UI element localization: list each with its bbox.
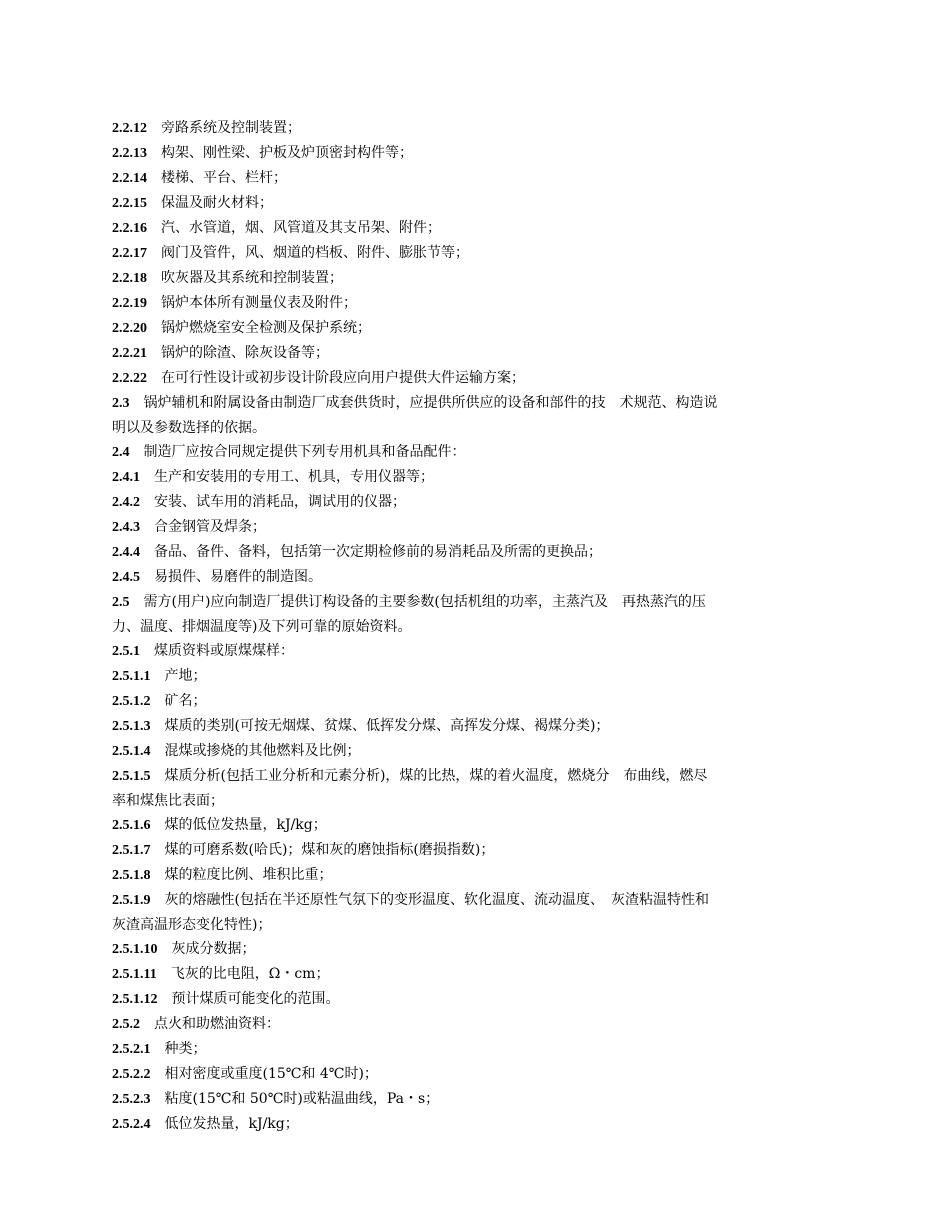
clause-number: 2.2.17 bbox=[112, 246, 147, 261]
clause-paragraph bbox=[112, 166, 718, 191]
clause-number: 2.5.2.3 bbox=[112, 1092, 151, 1107]
clause-paragraph bbox=[112, 266, 718, 291]
clause-paragraph bbox=[112, 888, 718, 937]
clause-paragraph bbox=[112, 689, 718, 714]
clause-paragraph bbox=[112, 316, 718, 341]
clause-paragraph bbox=[112, 838, 718, 863]
clause-text: 安装、试车用的消耗品，调试用的仪器； bbox=[154, 494, 406, 510]
clause-number: 2.2.21 bbox=[112, 346, 147, 361]
clause-number: 2.4 bbox=[112, 445, 130, 460]
clause-paragraph bbox=[112, 341, 718, 366]
clause-number: 2.5.1.11 bbox=[112, 967, 157, 982]
clause-text: 旁路系统及控制装置； bbox=[161, 120, 301, 136]
clause-number: 2.2.16 bbox=[112, 221, 147, 236]
clause-paragraph bbox=[112, 937, 718, 962]
clause-number: 2.4.3 bbox=[112, 520, 140, 535]
clause-number: 2.4.5 bbox=[112, 570, 140, 585]
clause-number: 2.2.19 bbox=[112, 296, 147, 311]
clause-text: 合金钢管及焊条； bbox=[154, 519, 266, 535]
clause-number: 2.2.22 bbox=[112, 371, 147, 386]
clause-number: 2.5.1.12 bbox=[112, 992, 158, 1007]
clause-text: 相对密度或重度(15℃和 4℃时)； bbox=[164, 1066, 378, 1082]
clause-number: 2.2.15 bbox=[112, 196, 147, 211]
clause-text: 煤质资料或原煤煤样： bbox=[154, 643, 294, 659]
clause-text: 飞灰的比电阻，Ω・cm； bbox=[170, 966, 330, 982]
clause-paragraph bbox=[112, 590, 718, 639]
clause-text: 阀门及管件，风、烟道的档板、附件、膨胀节等； bbox=[161, 245, 469, 261]
clause-paragraph bbox=[112, 1062, 718, 1087]
clause-number: 2.5.1.3 bbox=[112, 719, 151, 734]
clause-text: 锅炉本体所有测量仪表及附件； bbox=[161, 295, 357, 311]
clause-text: 煤的粒度比例、堆积比重； bbox=[164, 867, 333, 883]
clause-number: 2.3 bbox=[112, 396, 130, 411]
clause-paragraph bbox=[112, 191, 718, 216]
clause-number: 2.5.1.2 bbox=[112, 694, 151, 709]
clause-paragraph bbox=[112, 1037, 718, 1062]
clause-number: 2.5.1.10 bbox=[112, 942, 158, 957]
clause-paragraph bbox=[112, 366, 718, 391]
clause-text: 预计煤质可能变化的范围。 bbox=[171, 991, 340, 1007]
clause-paragraph bbox=[112, 241, 718, 266]
clause-text: 制造厂应按合同规定提供下列专用机具和备品配件： bbox=[143, 444, 466, 460]
clause-number: 2.5.1.6 bbox=[112, 818, 151, 833]
clause-number: 2.4.2 bbox=[112, 495, 140, 510]
clause-paragraph bbox=[112, 714, 718, 739]
clause-text: 锅炉的除渣、除灰设备等； bbox=[161, 345, 329, 361]
clause-text: 矿名； bbox=[164, 693, 207, 709]
clause-text: 粘度(15℃和 50℃时)或粘温曲线，Pa・s； bbox=[164, 1091, 440, 1107]
clause-text: 需方(用户)应向制造厂提供订构设备的主要参数(包括机组的功率，主蒸汽及 再热蒸汽的压力、温度、排烟温度等)及下列可靠的原始资料。 bbox=[112, 594, 706, 635]
clause-paragraph bbox=[112, 664, 718, 689]
clause-text: 混煤或掺烧的其他燃料及比例； bbox=[164, 743, 361, 759]
clause-number: 2.4.1 bbox=[112, 470, 140, 485]
clause-number: 2.2.14 bbox=[112, 171, 147, 186]
clause-paragraph bbox=[112, 216, 718, 241]
clause-text: 吹灰器及其系统和控制装置； bbox=[161, 270, 343, 286]
clause-paragraph bbox=[112, 962, 718, 987]
clause-number: 2.5.2.1 bbox=[112, 1042, 151, 1057]
clause-paragraph bbox=[112, 639, 718, 664]
clause-text: 煤质的类别(可按无烟煤、贫煤、低挥发分煤、高挥发分煤、褐煤分类)； bbox=[164, 718, 610, 734]
clause-paragraph bbox=[112, 391, 718, 440]
clause-text: 汽、水管道，烟、风管道及其支吊架、附件； bbox=[161, 220, 441, 236]
clause-paragraph bbox=[112, 515, 718, 540]
clause-number: 2.5.1.8 bbox=[112, 868, 151, 883]
clause-paragraph bbox=[112, 540, 718, 565]
clause-text: 种类； bbox=[164, 1041, 207, 1057]
clause-text: 低位发热量，kJ/kg； bbox=[164, 1116, 299, 1132]
clause-text: 灰成分数据； bbox=[171, 941, 256, 957]
clause-paragraph bbox=[112, 1112, 718, 1137]
clause-number: 2.5.1.9 bbox=[112, 893, 151, 908]
clause-number: 2.5.2 bbox=[112, 1017, 140, 1032]
clause-paragraph bbox=[112, 465, 718, 490]
clause-text: 锅炉辅机和附属设备由制造厂成套供货时，应提供所供应的设备和部件的技 术规范、构造说明以及参数选择的依据。 bbox=[112, 395, 718, 436]
clause-text: 灰的熔融性(包括在半还原性气氛下的变形温度、软化温度、流动温度、 灰渣粘温特性和灰渣高温形态变化特性)； bbox=[112, 892, 709, 933]
clause-text: 煤质分析(包括工业分析和元素分析)，煤的比热，煤的着火温度，燃烧分 布曲线，燃尽率和煤焦比表面； bbox=[112, 768, 708, 809]
clause-paragraph bbox=[112, 116, 718, 141]
document-page bbox=[112, 116, 718, 1137]
clause-number: 2.5.1 bbox=[112, 644, 140, 659]
clause-number: 2.5 bbox=[112, 595, 130, 610]
clause-number: 2.2.20 bbox=[112, 321, 147, 336]
clause-number: 2.5.1.4 bbox=[112, 744, 151, 759]
clause-text: 锅炉燃烧室安全检测及保护系统； bbox=[161, 320, 371, 336]
clause-text: 点火和助燃油资料： bbox=[154, 1016, 280, 1032]
clause-number: 2.2.13 bbox=[112, 146, 147, 161]
clause-text: 生产和安装用的专用工、机具，专用仪器等； bbox=[154, 469, 434, 485]
clause-text: 产地； bbox=[164, 668, 207, 684]
clause-text: 在可行性设计或初步设计阶段应向用户提供大件运输方案； bbox=[161, 370, 525, 386]
clause-number: 2.5.2.4 bbox=[112, 1117, 151, 1132]
clause-paragraph bbox=[112, 490, 718, 515]
clause-paragraph bbox=[112, 739, 718, 764]
clause-paragraph bbox=[112, 987, 718, 1012]
clause-text: 备品、备件、备料，包括第一次定期检修前的易消耗品及所需的更换品； bbox=[154, 544, 602, 560]
clause-text: 煤的可磨系数(哈氏)；煤和灰的磨蚀指标(磨损指数)； bbox=[164, 842, 495, 858]
clause-paragraph bbox=[112, 565, 718, 590]
clause-paragraph bbox=[112, 1012, 718, 1037]
clause-text: 构架、刚性梁、护板及炉顶密封构件等； bbox=[161, 145, 413, 161]
clause-paragraph bbox=[112, 141, 718, 166]
clause-number: 2.5.2.2 bbox=[112, 1067, 151, 1082]
clause-text: 保温及耐火材料； bbox=[161, 195, 273, 211]
clause-number: 2.4.4 bbox=[112, 545, 140, 560]
clause-number: 2.5.1.1 bbox=[112, 669, 151, 684]
clause-number: 2.5.1.7 bbox=[112, 843, 151, 858]
clause-paragraph bbox=[112, 863, 718, 888]
clause-paragraph bbox=[112, 764, 718, 813]
clause-paragraph bbox=[112, 440, 718, 465]
clause-text: 楼梯、平台、栏杆； bbox=[161, 170, 287, 186]
clause-paragraph bbox=[112, 813, 718, 838]
clause-number: 2.5.1.5 bbox=[112, 769, 151, 784]
clause-paragraph bbox=[112, 291, 718, 316]
clause-number: 2.2.12 bbox=[112, 121, 147, 136]
clause-text: 易损件、易磨件的制造图。 bbox=[154, 569, 322, 585]
clause-number: 2.2.18 bbox=[112, 271, 147, 286]
clause-paragraph bbox=[112, 1087, 718, 1112]
clause-text: 煤的低位发热量，kJ/kg； bbox=[164, 817, 327, 833]
